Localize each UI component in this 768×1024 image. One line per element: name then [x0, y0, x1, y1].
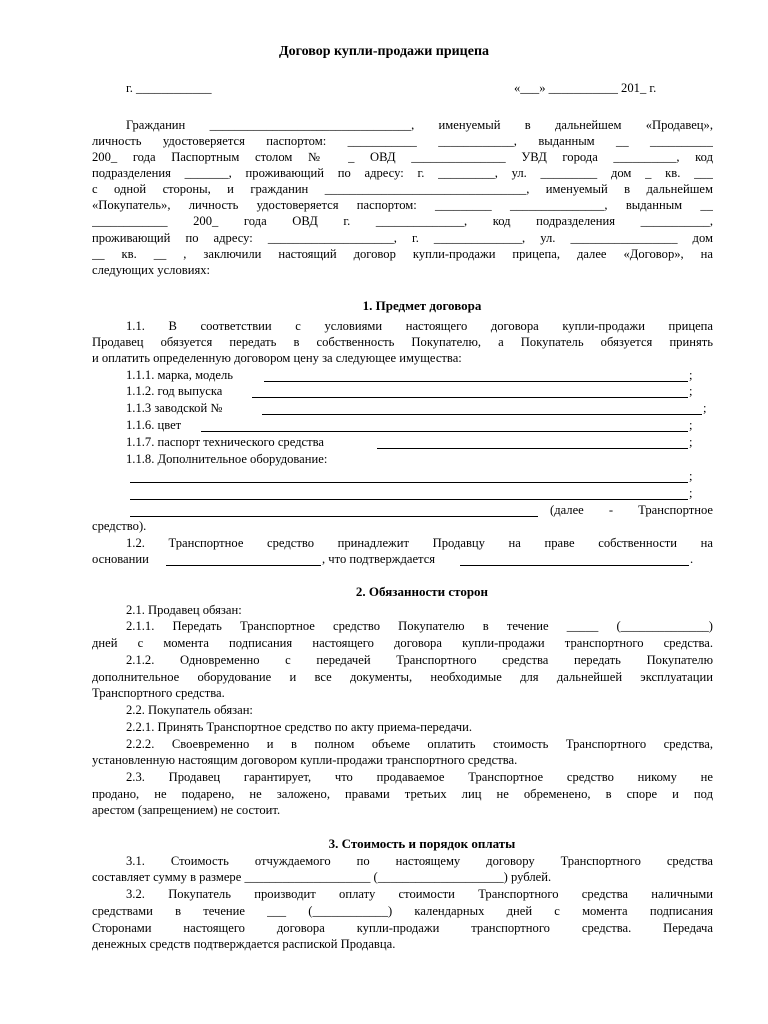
preamble-line: 200_ года Паспортным столом № _ ОВД _______________ УВД города __________, код — [92, 150, 713, 164]
preamble-line: личность удостоверяется паспортом: ___________ ____________, выданным __ __________ — [92, 134, 713, 148]
clause-2-line: 2.3. Продавец гарантирует, что продаваемое Транспортное средство никому не — [126, 770, 713, 784]
header-date: «___» ___________ 201_ г. — [514, 81, 657, 95]
item-passport-blank — [377, 448, 688, 449]
preamble-line: ____________ 200_ года ОВД г. ______________, код подразделения ___________, — [92, 214, 713, 228]
item-serial-label: 1.1.3 заводской № — [126, 401, 223, 415]
item-equipment-blank — [130, 482, 688, 483]
item-model-label: 1.1.1. марка, модель — [126, 368, 233, 382]
item-equipment-blank — [130, 516, 538, 517]
item-equipment-end: ; — [689, 469, 693, 483]
clause-3-line: 3.2. Покупатель производит оплату стоимости Транспортного средства наличными — [126, 887, 713, 901]
clause-1-1-line: и оплатить определенную договором цену за следующее имущества: — [92, 351, 462, 365]
item-color-label: 1.1.6. цвет — [126, 418, 182, 432]
document-title: Договор купли-продажи прицепа — [278, 44, 490, 59]
item-year-end: ; — [689, 384, 693, 398]
item-equipment-label: 1.1.8. Дополнительное оборудование: — [126, 452, 328, 466]
clause-2-line: 2.1.2. Одновременно с передачей Транспортного средства передать Покупателю — [126, 653, 713, 667]
clause-2-line: 2.2. Покупатель обязан: — [126, 703, 253, 717]
clause-2-line: дней с момента подписания настоящего договора купли-продажи транспортного средства. — [92, 636, 713, 650]
item-serial-blank — [262, 414, 702, 415]
clause-1-2-end: . — [690, 552, 694, 566]
preamble-line: подразделения _______, проживающий по адресу: г. _________, ул. _________ дом _ кв. ___ — [92, 166, 713, 180]
preamble-line: «Покупатель», личность удостоверяется паспортом: _________ _______________, выданным __ — [92, 198, 713, 212]
clause-2-line: 2.2.2. Своевременно и в полном объеме оплатить стоимость Транспортного средства, — [126, 737, 713, 751]
clause-2-line: продано, не подарено, не заложено, правами третьих лиц не обременено, в споре и под — [92, 787, 713, 801]
clause-3-line: 3.1. Стоимость отчуждаемого по настоящему договору Транспортного средства — [126, 854, 713, 868]
item-year-blank — [252, 397, 688, 398]
preamble-line: __ кв. __ , заключили настоящий договор купли-продажи прицепа, далее «Договор», на — [92, 247, 713, 261]
transport-definition-end: средство). — [92, 519, 147, 533]
clause-1-2-line: 1.2. Транспортное средство принадлежит Продавцу на праве собственности на — [126, 536, 713, 550]
item-serial-end: ; — [703, 401, 707, 415]
item-equipment-blank — [130, 499, 688, 500]
transport-definition: (далее - Транспортное — [550, 503, 713, 517]
clause-3-line: средствами в течение ___ (____________) календарных дней с момента подписания — [92, 904, 713, 918]
clause-2-line: Транспортного средства. — [92, 686, 225, 700]
preamble-line: проживающий по адресу: ____________________, г. ______________, ул. _________________ дом — [92, 231, 713, 245]
clause-1-1-line: Продавец обязуется передать в собственность Покупателю, а Покупатель обязуется принять — [92, 335, 713, 349]
clause-3-line: составляет сумму в размере ____________________ (____________________) рублей. — [92, 870, 552, 884]
clause-3-line: денежных средств подтверждается распиской Продавца. — [92, 937, 396, 951]
clause-1-1-line: 1.1. В соответствии с условиями настоящего договора купли-продажи прицепа — [126, 319, 713, 333]
section-3-heading: 3. Стоимость и порядок оплаты — [328, 836, 516, 851]
header-city: г. ____________ — [126, 81, 212, 95]
item-equipment-end: ; — [689, 486, 693, 500]
preamble-line: Гражданин ________________________________, именуемый в дальнейшем «Продавец», — [126, 118, 713, 132]
clause-2-line: 2.2.1. Принять Транспортное средство по акту приема-передачи. — [126, 720, 472, 734]
section-2-heading: 2. Обязанности сторон — [355, 584, 489, 599]
clause-3-line: Сторонами настоящего договора купли-продажи транспортного средства. Передача — [92, 921, 713, 935]
section-1-heading: 1. Предмет договора — [362, 298, 482, 313]
clause-2-line: установленную настоящим договором купли-продажи транспортного средства. — [92, 753, 518, 767]
preamble-line: следующих условиях: — [92, 263, 211, 277]
clause-1-2-basis: основании — [92, 552, 149, 566]
confirmation-blank — [460, 565, 689, 566]
item-passport-end: ; — [689, 435, 693, 449]
basis-blank — [166, 565, 321, 566]
clause-2-line: арестом (запрещением) не состоит. — [92, 803, 281, 817]
item-year-label: 1.1.2. год выпуска — [126, 384, 223, 398]
clause-2-line: 2.1.1. Передать Транспортное средство Покупателю в течение _____ (______________) — [126, 619, 713, 633]
clause-1-2-confirmed: , что подтверждается — [322, 552, 436, 566]
clause-2-line: 2.1. Продавец обязан: — [126, 603, 242, 617]
item-color-end: ; — [689, 418, 693, 432]
item-model-end: ; — [689, 368, 693, 382]
clause-2-line: дополнительное оборудование и все документы, необходимые для дальнейшей эксплуатации — [92, 670, 713, 684]
item-passport-label: 1.1.7. паспорт технического средства — [126, 435, 325, 449]
item-color-blank — [201, 431, 688, 432]
item-model-blank — [264, 381, 688, 382]
preamble-line: с одной стороны, и гражданин ________________________________, именуемый в дальнейшем — [92, 182, 713, 196]
